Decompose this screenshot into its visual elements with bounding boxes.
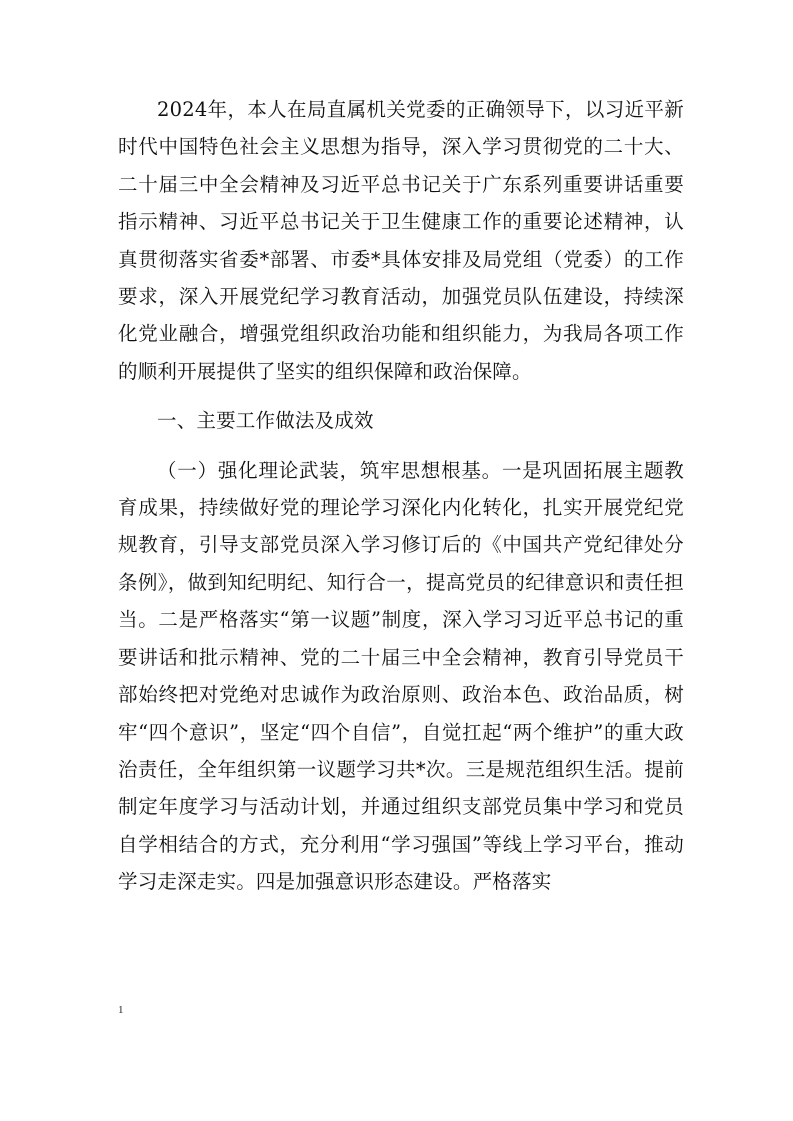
paragraph-gap — [118, 390, 684, 402]
section-paragraph: （一）强化理论武装，筑牢思想根基。一是巩固拓展主题教育成果，持续做好党的理论学习深化内化转化，扎实开展党纪党规教育，引导支部党员深入学习修订后的《中国共产党纪律处分条例》，做到知纪明纪、知行合一，提高党员的纪律意识和责任担当。二是严格落实“第一议题”制度，深入学习习近平总书记的重要讲话和批示精神、党的二十届三中全会精神，教育引导党员干部始终把对党绝对忠诚作为政治原则、政治本色、政治品质，树牢“四个意识”，坚定“四个自信”，自觉扛起“两个维护”的重大政治责任，全年组织第一议题学习共*次。三是规范组织生活。提前制定年度学习与活动计划，并通过组织支部党员集中学习和党员自学相结合的方式，充分利用“学习强国”等线上学习平台，推动学习走深走实。四是加强意识形态建设。严格落实 — [118, 458, 684, 894]
document-body — [118, 91, 684, 901]
section-heading: 一、主要工作做法及成效 — [157, 409, 374, 433]
paragraph-gap — [118, 440, 684, 452]
intro-paragraph: 2024年，本人在局直属机关党委的正确领导下，以习近平新时代中国特色社会主义思想为指导，深入学习贯彻党的二十大、二十届三中全会精神及习近平总书记关于广东系列重要讲话重要指示精神、习近平总书记关于卫生健康工作的重要论述精神，认真贯彻落实省委*部署、市委*具体安排及局党组（党委）的工作要求，深入开展党纪学习教育活动，加强党员队伍建设，持续深化党业融合，增强党组织政治功能和组织能力，为我局各项工作的顺利开展提供了坚实的组织保障和政治保障。 — [118, 98, 684, 383]
page-number: 1 — [118, 1004, 124, 1016]
